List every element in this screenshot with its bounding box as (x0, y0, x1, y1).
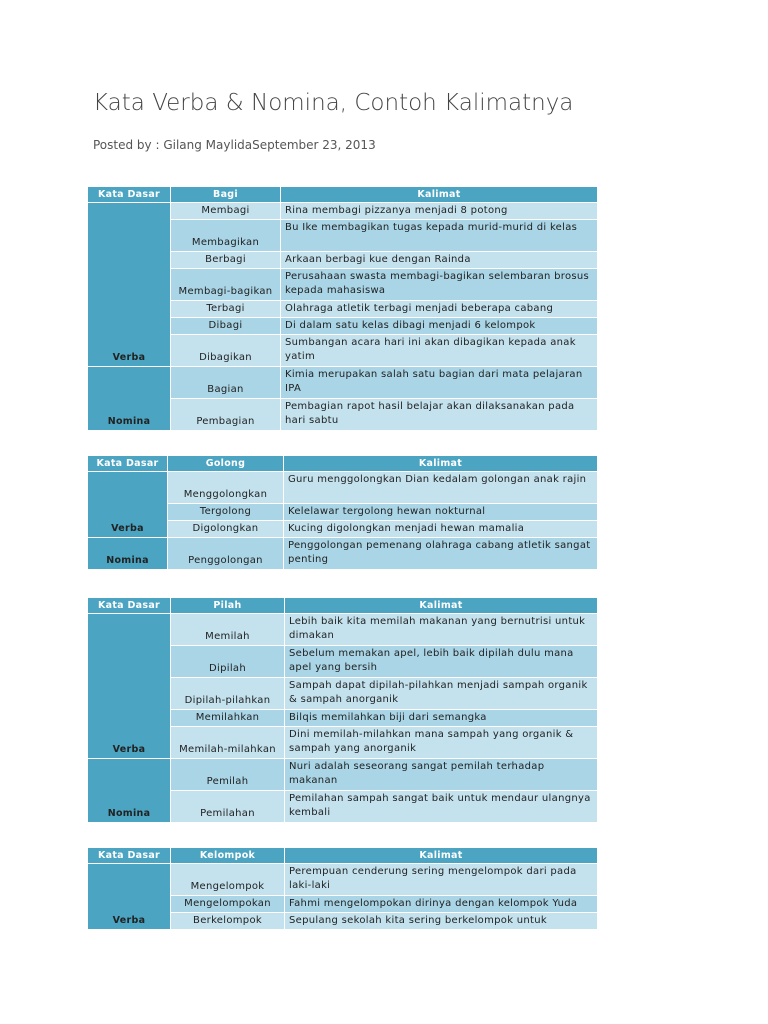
word-cell: Membagi (171, 203, 281, 220)
word-cell: Memilahkan (171, 710, 285, 727)
table-bagi (87, 186, 598, 431)
category-cell: Nomina (88, 759, 171, 823)
sentence-cell: Penggolongan pemenang olahraga cabang atletik sangat penting (284, 538, 598, 570)
post-meta: Posted by : Gilang MaylidaSeptember 23, 2013 (93, 138, 376, 152)
word-cell: Memilah (171, 614, 285, 646)
sentence-cell: Sampah dapat dipilah-pilahkan menjadi sampah organik & sampah anorganik (285, 678, 598, 710)
column-header: Kalimat (281, 187, 598, 203)
sentence-cell: Kelelawar tergolong hewan nokturnal (284, 504, 598, 521)
column-header: Bagi (171, 187, 281, 203)
word-cell: Mengelompok (171, 864, 285, 896)
word-cell: Penggolongan (168, 538, 284, 570)
sentence-cell: Dini memilah-milahkan mana sampah yang organik & sampah yang anorganik (285, 727, 598, 759)
sentence-cell: Bu Ike membagikan tugas kepada murid-murid di kelas (281, 220, 598, 252)
sentence-cell: Perusahaan swasta membagi-bagikan selembaran brosus kepada mahasiswa (281, 269, 598, 301)
category-cell: Verba (88, 472, 168, 538)
table-row (88, 759, 598, 791)
word-cell: Terbagi (171, 301, 281, 318)
column-header: Pilah (171, 598, 285, 614)
table-pilah (87, 597, 598, 823)
sentence-cell: Nuri adalah seseorang sangat pemilah terhadap makanan (285, 759, 598, 791)
column-header: Golong (168, 456, 284, 472)
word-cell: Membagi-bagikan (171, 269, 281, 301)
word-cell: Pemilahan (171, 791, 285, 823)
table-row (88, 538, 598, 570)
column-header: Kalimat (285, 848, 598, 864)
word-cell: Tergolong (168, 504, 284, 521)
word-cell: Dipilah-pilahkan (171, 678, 285, 710)
word-cell: Pemilah (171, 759, 285, 791)
table-row (88, 203, 598, 220)
word-cell: Dibagi (171, 318, 281, 335)
word-cell: Dibagikan (171, 335, 281, 367)
word-cell: Berbagi (171, 252, 281, 269)
sentence-cell: Kucing digolongkan menjadi hewan mamalia (284, 521, 598, 538)
sentence-cell: Sebelum memakan apel, lebih baik dipilah dulu mana apel yang bersih (285, 646, 598, 678)
sentence-cell: Di dalam satu kelas dibagi menjadi 6 kelompok (281, 318, 598, 335)
category-cell: Verba (88, 203, 171, 367)
table-row (88, 367, 598, 399)
word-cell: Mengelompokan (171, 896, 285, 913)
table-row (88, 864, 598, 896)
word-cell: Bagian (171, 367, 281, 399)
sentence-cell: Kimia merupakan salah satu bagian dari mata pelajaran IPA (281, 367, 598, 399)
sentence-cell: Bilqis memilahkan biji dari semangka (285, 710, 598, 727)
word-cell: Memilah-milahkan (171, 727, 285, 759)
category-cell: Nomina (88, 367, 171, 431)
table-kelompok (87, 847, 598, 930)
sentence-cell: Arkaan berbagi kue dengan Rainda (281, 252, 598, 269)
sentence-cell: Pemilahan sampah sangat baik untuk mendaur ulangnya kembali (285, 791, 598, 823)
category-cell: Verba (88, 614, 171, 759)
sentence-cell: Sepulang sekolah kita sering berkelompok untuk (285, 913, 598, 930)
column-header: Kata Dasar (88, 598, 171, 614)
page-title: Kata Verba & Nomina, Contoh Kalimatnya (93, 90, 574, 116)
word-cell: Dipilah (171, 646, 285, 678)
column-header: Kalimat (284, 456, 598, 472)
table-golong (87, 455, 598, 570)
sentence-cell: Guru menggolongkan Dian kedalam golongan anak rajin (284, 472, 598, 504)
word-cell: Digolongkan (168, 521, 284, 538)
category-cell: Nomina (88, 538, 168, 570)
sentence-cell: Fahmi mengelompokan dirinya dengan kelompok Yuda (285, 896, 598, 913)
word-cell: Menggolongkan (168, 472, 284, 504)
sentence-cell: Lebih baik kita memilah makanan yang bernutrisi untuk dimakan (285, 614, 598, 646)
column-header: Kata Dasar (88, 456, 168, 472)
word-cell: Berkelompok (171, 913, 285, 930)
table-row (88, 472, 598, 504)
category-cell: Verba (88, 864, 171, 930)
sentence-cell: Pembagian rapot hasil belajar akan dilaksanakan pada hari sabtu (281, 399, 598, 431)
sentence-cell: Olahraga atletik terbagi menjadi beberapa cabang (281, 301, 598, 318)
sentence-cell: Rina membagi pizzanya menjadi 8 potong (281, 203, 598, 220)
table-row (88, 614, 598, 646)
word-cell: Membagikan (171, 220, 281, 252)
column-header: Kata Dasar (88, 187, 171, 203)
word-cell: Pembagian (171, 399, 281, 431)
column-header: Kalimat (285, 598, 598, 614)
column-header: Kelompok (171, 848, 285, 864)
column-header: Kata Dasar (88, 848, 171, 864)
sentence-cell: Sumbangan acara hari ini akan dibagikan kepada anak yatim (281, 335, 598, 367)
sentence-cell: Perempuan cenderung sering mengelompok dari pada laki-laki (285, 864, 598, 896)
